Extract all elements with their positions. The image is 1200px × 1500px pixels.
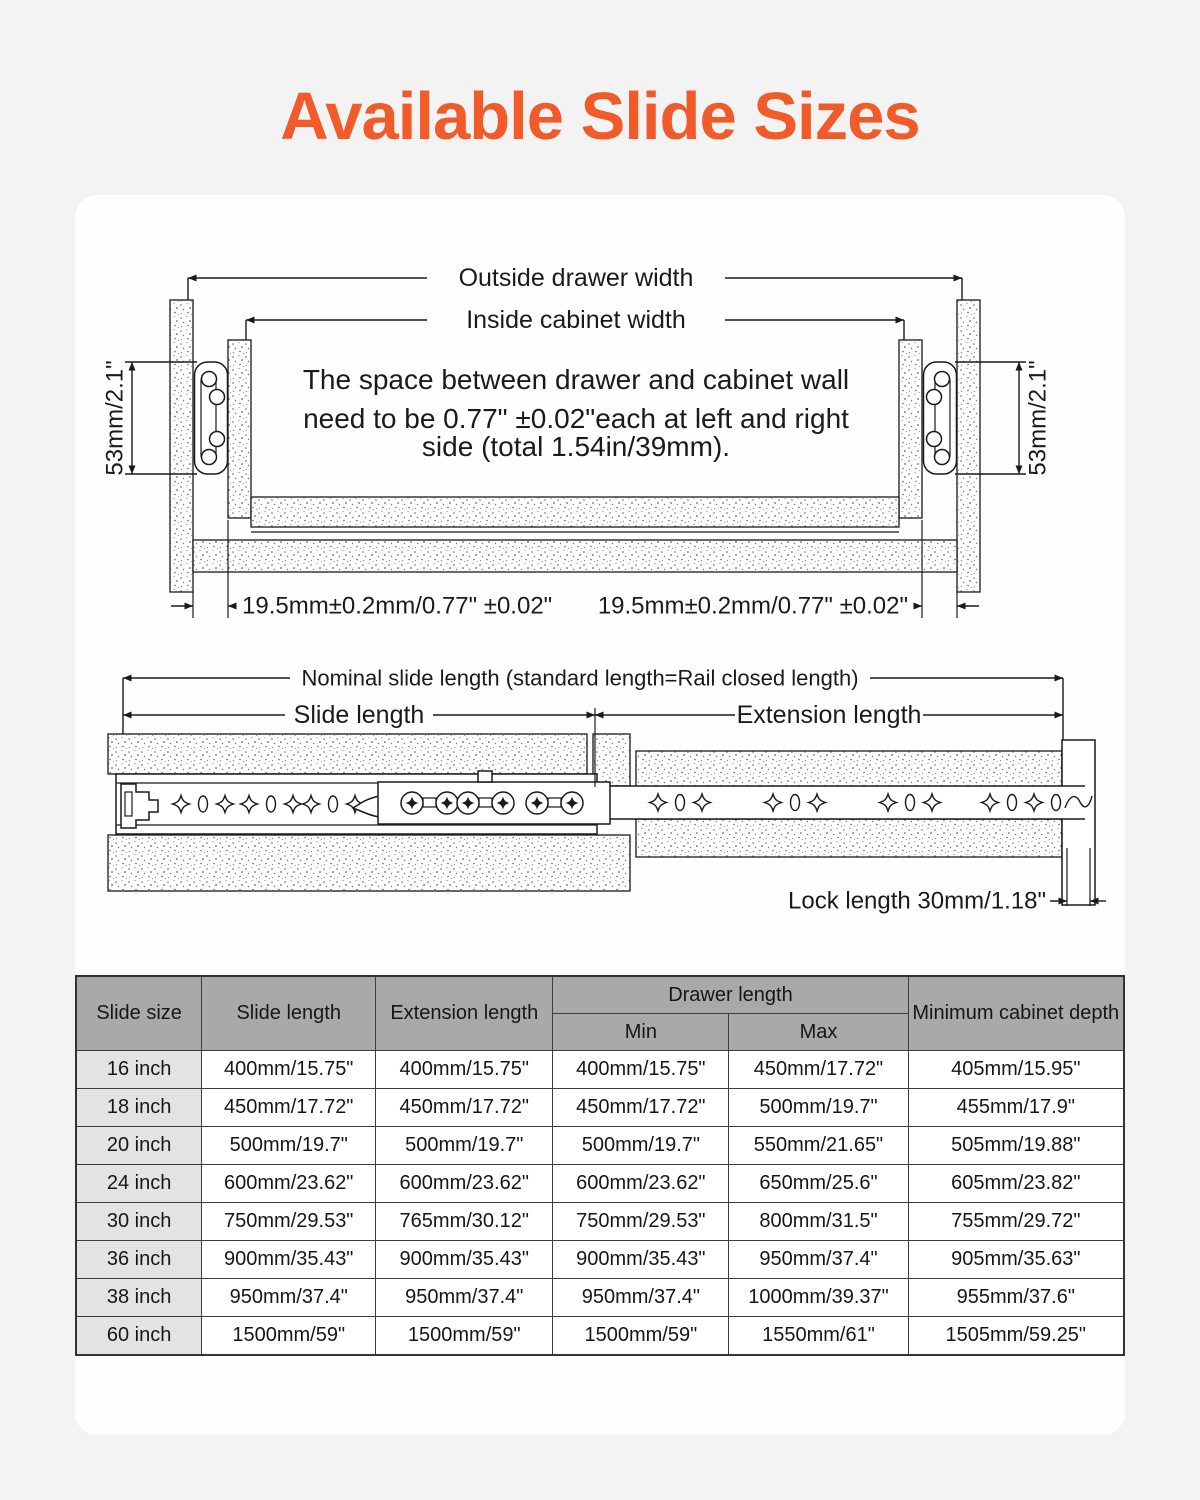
right-gap-label: 19.5mm±0.2mm/0.77" ±0.02" — [597, 592, 908, 620]
cell-slide: 500mm/19.7" — [202, 1127, 376, 1165]
cell-slide: 1500mm/59" — [202, 1317, 376, 1356]
left-slide-height-label: 53mm/2.1" — [101, 360, 129, 476]
cell-depth: 755mm/29.72" — [908, 1203, 1124, 1241]
lock-length-dimension — [788, 848, 1106, 915]
cell-depth: 955mm/37.6" — [908, 1279, 1124, 1317]
note-line-3: side (total 1.54in/39mm). — [421, 431, 731, 462]
right-slide-height-label: 53mm/2.1" — [1024, 360, 1052, 476]
table-row — [76, 1279, 1124, 1317]
cell-depth: 455mm/17.9" — [908, 1089, 1124, 1127]
upper-right-board — [636, 751, 1062, 788]
outside-drawer-width-dimension — [188, 264, 962, 300]
cell-max: 650mm/25.6" — [729, 1165, 908, 1203]
lower-left-board — [108, 835, 630, 891]
cell-max: 950mm/37.4" — [729, 1241, 908, 1279]
cell-min: 750mm/29.53" — [553, 1203, 729, 1241]
outside-drawer-width-label: Outside drawer width — [458, 264, 694, 292]
cell-min: 950mm/37.4" — [553, 1279, 729, 1317]
cell-max: 800mm/31.5" — [729, 1203, 908, 1241]
right-drawer-side — [899, 340, 922, 518]
cell-ext: 600mm/23.62" — [376, 1165, 553, 1203]
extension-length-dimension — [595, 701, 1063, 729]
left-drawer-side — [228, 340, 251, 518]
cell-max: 500mm/19.7" — [729, 1089, 908, 1127]
header-min-cabinet-depth: Minimum cabinet depth — [908, 976, 1124, 1051]
cell-slide: 400mm/15.75" — [202, 1051, 376, 1089]
cell-slide: 600mm/23.62" — [202, 1165, 376, 1203]
cell-size: 20 inch — [76, 1127, 202, 1165]
upper-left-board — [108, 734, 587, 774]
table-row — [76, 1317, 1124, 1356]
table-row — [76, 1089, 1124, 1127]
cell-size: 60 inch — [76, 1317, 202, 1356]
note-line-1: The space between drawer and cabinet wall — [302, 364, 850, 395]
cell-slide: 450mm/17.72" — [202, 1089, 376, 1127]
right-cabinet-wall — [957, 300, 980, 592]
cell-min: 400mm/15.75" — [553, 1051, 729, 1089]
cabinet-bottom-board — [193, 540, 957, 572]
header-max: Max — [729, 1014, 908, 1051]
cell-max: 1000mm/39.37" — [729, 1279, 908, 1317]
left-gap-label: 19.5mm±0.2mm/0.77" ±0.02" — [242, 592, 553, 620]
table-row — [76, 1127, 1124, 1165]
cell-size: 36 inch — [76, 1241, 202, 1279]
table-row — [76, 1051, 1124, 1089]
header-min: Min — [553, 1014, 729, 1051]
extended-rail — [607, 786, 1092, 819]
cell-min: 600mm/23.62" — [553, 1165, 729, 1203]
cell-depth: 1505mm/59.25" — [908, 1317, 1124, 1356]
cell-ext: 900mm/35.43" — [376, 1241, 553, 1279]
upper-middle-block — [593, 734, 630, 786]
cell-min: 900mm/35.43" — [553, 1241, 729, 1279]
cell-size: 18 inch — [76, 1089, 202, 1127]
right-slide-cross-section — [924, 362, 957, 474]
cell-depth: 405mm/15.95" — [908, 1051, 1124, 1089]
header-extension-length: Extension length — [376, 976, 553, 1051]
cell-min: 450mm/17.72" — [553, 1089, 729, 1127]
clearance-note — [303, 364, 849, 462]
slide-length-diagram — [75, 658, 1125, 928]
cross-section-diagram — [75, 250, 1125, 640]
cell-ext: 1500mm/59" — [376, 1317, 553, 1356]
table-header-row — [76, 976, 1124, 1014]
slide-length-dimension — [123, 701, 595, 729]
drawer-bottom-board — [251, 497, 899, 527]
content-card — [75, 195, 1125, 1435]
cell-size: 38 inch — [76, 1279, 202, 1317]
lower-right-board — [636, 819, 1062, 857]
note-line-2: need to be 0.77" ±0.02"each at left and right — [303, 403, 849, 434]
header-slide-size: Slide size — [76, 976, 202, 1051]
cell-ext: 400mm/15.75" — [376, 1051, 553, 1089]
header-drawer-length: Drawer length — [553, 976, 908, 1014]
inside-cabinet-width-dimension — [246, 306, 904, 342]
size-table — [75, 975, 1125, 1356]
cell-max: 1550mm/61" — [729, 1317, 908, 1356]
cell-slide: 750mm/29.53" — [202, 1203, 376, 1241]
cell-slide: 900mm/35.43" — [202, 1241, 376, 1279]
cell-ext: 765mm/30.12" — [376, 1203, 553, 1241]
cell-min: 1500mm/59" — [553, 1317, 729, 1356]
cell-depth: 905mm/35.63" — [908, 1241, 1124, 1279]
cell-ext: 450mm/17.72" — [376, 1089, 553, 1127]
nominal-length-dimension — [123, 666, 1063, 741]
header-slide-length: Slide length — [202, 976, 376, 1051]
cell-size: 16 inch — [76, 1051, 202, 1089]
cell-max: 550mm/21.65" — [729, 1127, 908, 1165]
extension-length-label: Extension length — [736, 701, 922, 729]
left-cabinet-wall — [170, 300, 193, 592]
table-row — [76, 1165, 1124, 1203]
page-title: Available Slide Sizes — [280, 79, 920, 154]
lock-length-label: Lock length 30mm/1.18" — [788, 887, 1046, 915]
slide-length-label: Slide length — [293, 701, 425, 729]
cell-depth: 505mm/19.88" — [908, 1127, 1124, 1165]
nominal-length-label: Nominal slide length (standard length=Rail closed length) — [301, 665, 859, 691]
cell-slide: 950mm/37.4" — [202, 1279, 376, 1317]
cell-depth: 605mm/23.82" — [908, 1165, 1124, 1203]
inside-cabinet-width-label: Inside cabinet width — [466, 306, 686, 334]
table-row — [76, 1241, 1124, 1279]
cell-min: 500mm/19.7" — [553, 1127, 729, 1165]
cell-ext: 500mm/19.7" — [376, 1127, 553, 1165]
left-slide-cross-section — [195, 362, 228, 474]
cell-max: 450mm/17.72" — [729, 1051, 908, 1089]
cell-size: 24 inch — [76, 1165, 202, 1203]
cell-ext: 950mm/37.4" — [376, 1279, 553, 1317]
cell-size: 30 inch — [76, 1203, 202, 1241]
table-row — [76, 1203, 1124, 1241]
